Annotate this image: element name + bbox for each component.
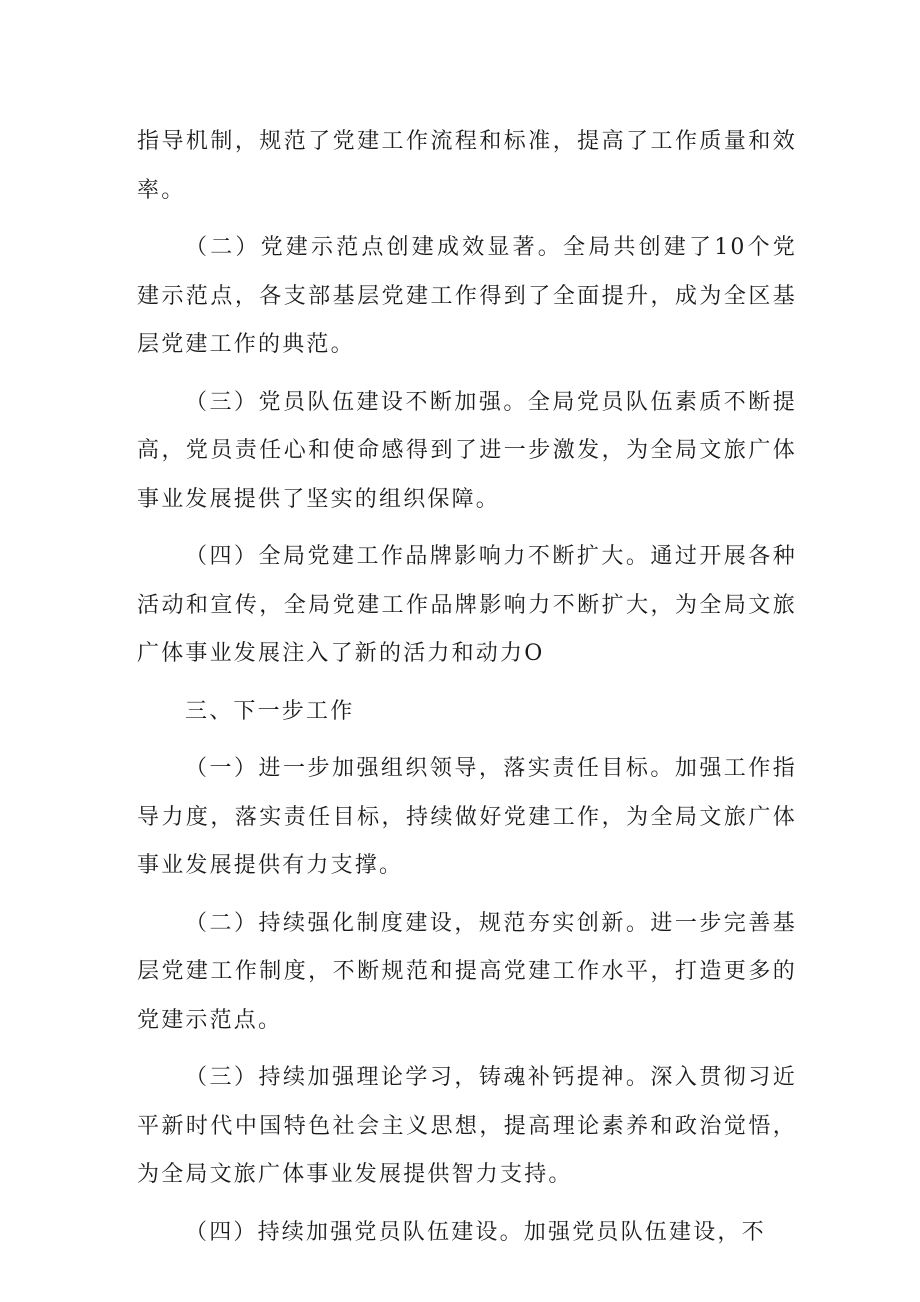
paragraph-next-step-1: （一）进一步加强组织领导，落实责任目标。加强工作指导力度，落实责任目标，持续做好党建工作，为全局文旅广体事业发展提供有力支撑。 (137, 756, 797, 878)
paragraph-brand-influence: （四）全局党建工作品牌影响力不断扩大。通过开展各种活动和宣传，全局党建工作品牌影响力不断扩大，为全局文旅广体事业发展注入了新的活力和动力O (137, 544, 797, 666)
paragraph-continuation: 指导机制，规范了党建工作流程和标准，提高了工作质量和效率。 (137, 129, 797, 203)
paragraph-next-step-2: （二）持续强化制度建设，规范夯实创新。进一步完善基层党建工作制度，不断规范和提高党建工作水平，打造更多的党建示范点。 (137, 910, 797, 1033)
document-body (137, 118, 797, 1257)
paragraph-member-team: （三）党员队伍建设不断加强。全局党员队伍素质不断提高，党员责任心和使命感得到了进一步激发，为全局文旅广体事业发展提供了坚实的组织保障。 (137, 389, 797, 512)
section-heading-next-steps: 三、下一步工作 (185, 698, 355, 724)
paragraph-demo-points: （二）党建示范点创建成效显著。全局共创建了10个党建示范点，各支部基层党建工作得到了全面提升，成为全区基层党建工作的典范。 (137, 235, 797, 357)
paragraph-next-step-4: （四）持续加强党员队伍建设。加强党员队伍建设，不 (185, 1219, 766, 1245)
paragraph-next-step-3: （三）持续加强理论学习，铸魂补钙提神。深入贯彻习近平新时代中国特色社会主义思想，提高理论素养和政治觉悟，为全局文旅广体事业发展提供智力支持。 (137, 1065, 797, 1187)
